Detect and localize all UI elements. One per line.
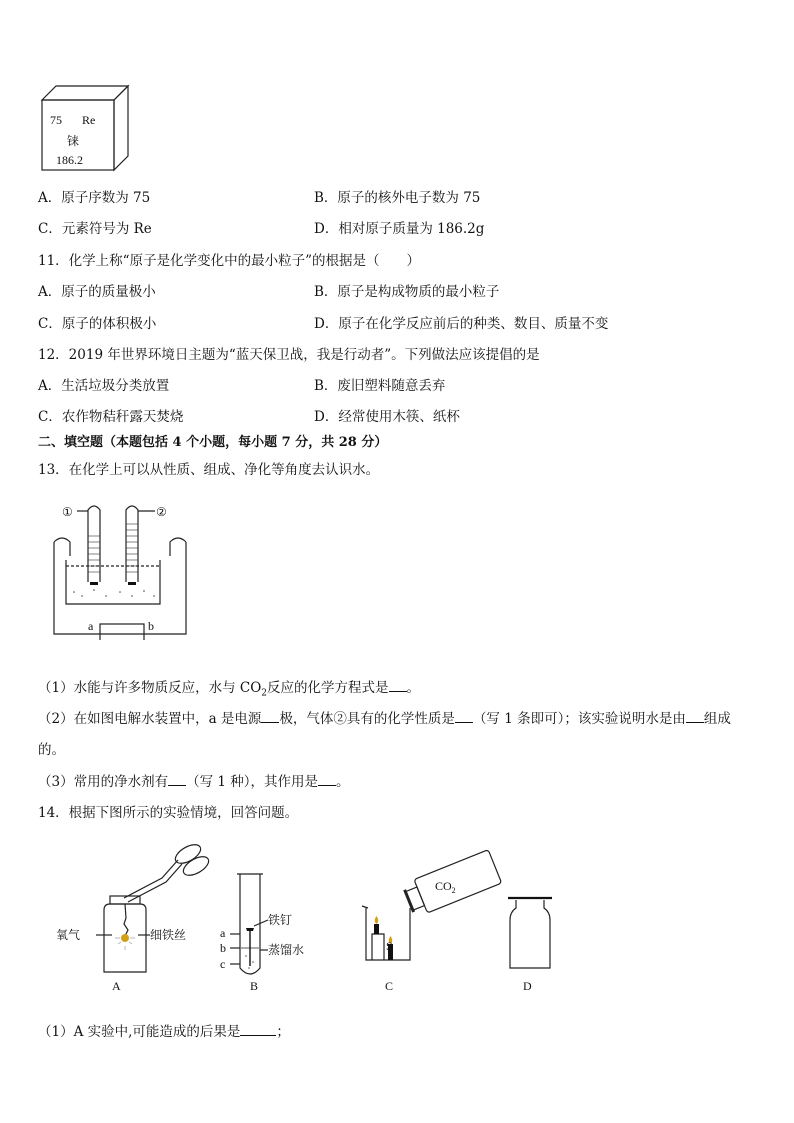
element-mass: 186.2 <box>56 153 83 167</box>
experiment-a <box>56 841 212 993</box>
q10-option-c[interactable]: C．元素符号为 Re <box>38 221 152 237</box>
experiment-c <box>362 850 502 993</box>
element-name: 铼 <box>67 134 80 148</box>
q11-option-b[interactable]: B．原子是构成物质的最小粒子 <box>314 284 500 300</box>
q12-option-a[interactable]: A．生活垃圾分类放置 <box>38 378 170 394</box>
answer-blank-5[interactable] <box>168 773 186 786</box>
oxygen-label: 氧气 <box>56 928 81 942</box>
experiment-d <box>508 898 552 993</box>
q11-option-d[interactable]: D．原子在化学反应前后的种类、数目、质量不变 <box>314 316 609 332</box>
mark-b: b <box>220 941 226 955</box>
terminal-a-label: a <box>88 619 94 633</box>
q10-option-d[interactable]: D．相对原子质量为 186.2g <box>314 221 485 237</box>
answer-blank-4[interactable] <box>686 710 704 723</box>
answer-blank-2[interactable] <box>261 710 279 723</box>
answer-blank-7[interactable] <box>240 1023 276 1036</box>
caption-a: A <box>112 979 121 993</box>
experiment-diagram <box>50 838 560 1003</box>
q13-part3: （3）常用的净水剂有 （写 1 种），其作用是 。 <box>38 774 350 790</box>
q11-option-a[interactable]: A．原子的质量极小 <box>38 284 156 300</box>
experiment-b <box>220 874 304 993</box>
iron-nail-label: 铁钉 <box>268 913 293 927</box>
q11-option-c[interactable]: C．原子的体积极小 <box>38 316 157 332</box>
q12-stem: 12．2019 年世界环境日主题为“蓝天保卫战，我是行动者”。下列做法应该提倡的是 <box>38 347 540 363</box>
co2-label: $CO_2$ <box>435 879 456 895</box>
answer-blank-1[interactable] <box>389 679 407 692</box>
answer-blank-3[interactable] <box>455 710 473 723</box>
q12-option-b[interactable]: B．废旧塑料随意丢弃 <box>314 378 446 394</box>
caption-d: D <box>523 979 532 993</box>
electrolysis-diagram <box>50 496 190 640</box>
caption-c: C <box>385 979 394 993</box>
element-card <box>40 84 132 174</box>
candle-mark: S <box>386 939 393 953</box>
q10-option-a[interactable]: A．原子序数为 75 <box>38 190 151 206</box>
q13-part1: （1）水能与许多物质反应，水与 $CO_2$反应的化学方程式是 。 <box>38 680 421 699</box>
tube-2-label: ② <box>156 505 167 519</box>
answer-blank-6[interactable] <box>318 773 336 786</box>
section-title: 二、填空题（本题包括 4 个小题，每小题 7 分，共 28 分） <box>38 435 388 450</box>
element-number: 75 <box>50 113 62 127</box>
caption-b: B <box>250 979 259 993</box>
tube-1-label: ① <box>62 505 73 519</box>
mark-a: a <box>220 926 226 940</box>
q14-part1: （1）A 实验中,可能造成的后果是 ； <box>38 1024 290 1040</box>
element-symbol: Re <box>82 113 96 127</box>
q12-option-c[interactable]: C．农作物秸秆露天焚烧 <box>38 409 184 425</box>
q14-stem: 14．根据下图所示的实验情境，回答问题。 <box>38 805 299 821</box>
iron-wire-label: 细铁丝 <box>150 928 187 942</box>
q13-part2: （2）在如图电解水装置中，a 是电源 极，气体②具有的化学性质是 （写 1 条即可）；该实验说明水是由 组成 <box>38 711 731 727</box>
q13-part2-cont: 的。 <box>38 742 65 758</box>
q13-stem: 13．在化学上可以从性质、组成、净化等角度去认识水。 <box>38 462 380 478</box>
q12-option-d[interactable]: D．经常使用木筷、纸杯 <box>314 409 460 425</box>
q10-option-b[interactable]: B．原子的核外电子数为 75 <box>314 190 481 206</box>
q11-stem: 11．化学上称“原子是化学变化中的最小粒子”的根据是（ ） <box>38 253 420 269</box>
distilled-water-label: 蒸馏水 <box>268 943 305 957</box>
mark-c: c <box>220 957 226 971</box>
terminal-b-label: b <box>148 619 154 633</box>
